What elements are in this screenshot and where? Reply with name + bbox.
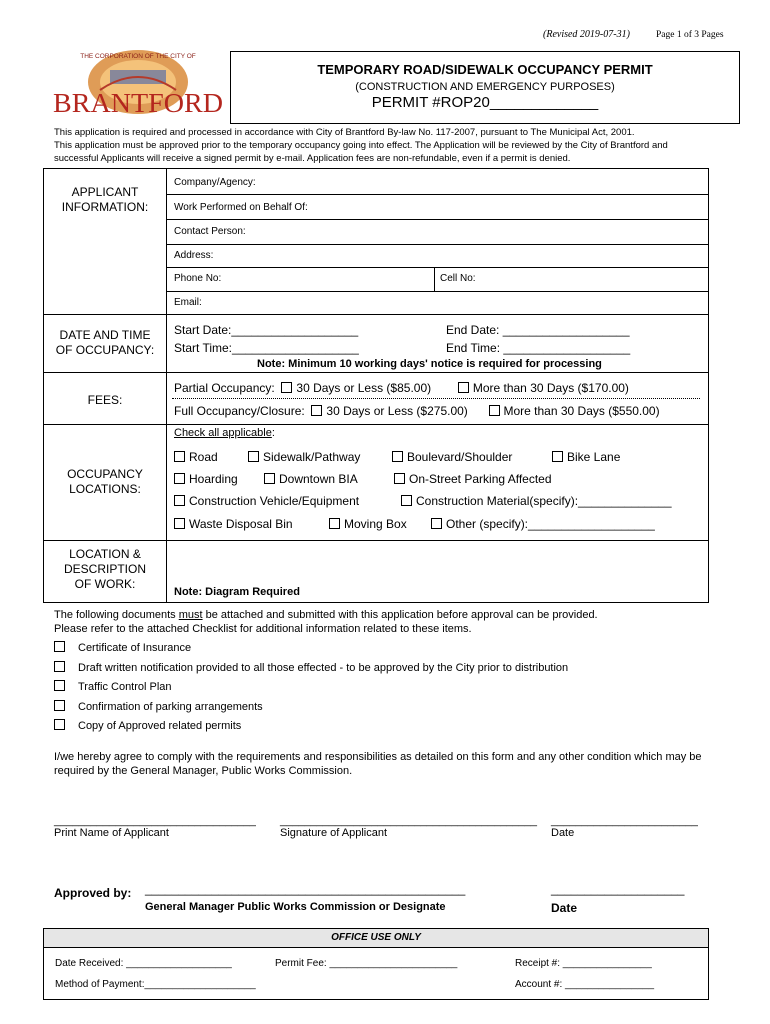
form-subtitle: (CONSTRUCTION AND EMERGENCY PURPOSES) [355, 81, 615, 93]
full-30-checkbox[interactable] [311, 405, 322, 416]
boulevard-checkbox[interactable] [392, 451, 403, 462]
company-field[interactable]: Company/Agency: [174, 177, 256, 188]
partial-30-checkbox[interactable] [281, 382, 292, 393]
full-more-label: More than 30 Days ($550.00) [503, 404, 660, 418]
list-item: Confirmation of parking arrangements [54, 700, 568, 720]
page-number: Page 1 of 3 Pages [656, 30, 724, 40]
address-field[interactable]: Address: [174, 250, 214, 261]
intro-paragraph [54, 126, 668, 165]
logo-city-name: BRANTFORD [53, 88, 223, 118]
start-time-field[interactable]: Start Time:___________________ [174, 341, 359, 355]
document-checkbox[interactable] [54, 719, 65, 730]
full-occupancy-row [174, 404, 660, 418]
intro-line-2: This application must be approved prior to the temporary occupancy going into effect. The Application will be reviewed by the City of Brantford and [54, 140, 668, 151]
city-logo [52, 44, 227, 120]
intro-line-3: successful Applicants will receive a signed permit by e-mail. Application fees are non-refundable, even if a permit is denied. [54, 153, 571, 164]
receipt-field[interactable]: Receipt #: ________________ [515, 958, 652, 969]
approved-by-line[interactable]: ________________________________________________ [145, 882, 466, 896]
list-item: Certificate of Insurance [54, 641, 568, 661]
account-field[interactable]: Account #: ________________ [515, 979, 655, 990]
contact-person-field[interactable]: Contact Person: [174, 226, 246, 237]
hoarding-option[interactable]: Hoarding [174, 472, 238, 486]
end-date-field[interactable]: End Date: ___________________ [446, 323, 630, 337]
other-option[interactable]: Other (specify):___________________ [431, 517, 655, 531]
cell-field[interactable]: Cell No: [440, 273, 476, 284]
document-checkbox[interactable] [54, 680, 65, 691]
list-item: Traffic Control Plan [54, 680, 568, 700]
logo-arc-text: THE CORPORATION OF THE CITY OF [80, 53, 196, 60]
notice-note: Note: Minimum 10 working days' notice is required for processing [257, 358, 602, 370]
phone-field[interactable]: Phone No: [174, 273, 222, 284]
form-title: TEMPORARY ROAD/SIDEWALK OCCUPANCY PERMIT [317, 62, 653, 77]
location-description-field[interactable] [167, 541, 707, 587]
print-name-line[interactable]: _________________________________ [54, 815, 256, 827]
check-all-instruction: Check all applicable: [174, 427, 275, 439]
downtown-bia-option[interactable]: Downtown BIA [264, 472, 358, 486]
date-section-label: DATE AND TIME OF OCCUPANCY: [55, 328, 155, 357]
date-label: Date [551, 827, 575, 839]
location-desc-label: LOCATION & DESCRIPTION OF WORK: [63, 547, 146, 591]
permit-number: PERMIT #ROP20_____________ [371, 94, 599, 111]
construction-vehicle-checkbox[interactable] [174, 495, 185, 506]
document-checkbox[interactable] [54, 641, 65, 652]
date-received-field[interactable]: Date Received: ___________________ [55, 958, 232, 969]
start-date-field[interactable]: Start Date:___________________ [174, 323, 359, 337]
other-checkbox[interactable] [431, 518, 442, 529]
road-option[interactable]: Road [174, 450, 218, 464]
moving-box-option[interactable]: Moving Box [329, 517, 407, 531]
construction-material-option[interactable]: Construction Material(specify):______________ [401, 494, 672, 508]
documents-intro: The following documents must be attached and submitted with this application before approval can be provided. Please refer to the attached Checklist for additional information related to these items. [54, 609, 598, 635]
documents-list [54, 641, 568, 739]
intro-line-1: This application is required and processed in accordance with City of Brantford By-law No. 117-2007, pursuant to The Municipal Act, 2001. [54, 127, 635, 138]
revision-date: (Revised 2019-07-31) [543, 29, 630, 40]
email-field[interactable]: Email: [174, 297, 202, 308]
signature-line[interactable]: __________________________________________ [280, 815, 537, 827]
partial-more-checkbox[interactable] [458, 382, 469, 393]
method-of-payment-field[interactable]: Method of Payment:____________________ [55, 979, 256, 990]
title-box [230, 51, 740, 124]
sidewalk-checkbox[interactable] [248, 451, 259, 462]
work-behalf-field[interactable]: Work Performed on Behalf Of: [174, 202, 308, 213]
onstreet-parking-checkbox[interactable] [394, 473, 405, 484]
construction-vehicle-option[interactable]: Construction Vehicle/Equipment [174, 494, 359, 508]
document-checkbox[interactable] [54, 661, 65, 672]
boulevard-option[interactable]: Boulevard/Shoulder [392, 450, 512, 464]
applicant-section-label: APPLICANT INFORMATION: [61, 185, 149, 214]
print-name-label: Print Name of Applicant [54, 827, 169, 839]
agreement-text: I/we hereby agree to comply with the requirements and responsibilities as detailed on this form and any other condition which may be required by the General Manager, Public Works Commission. [54, 751, 702, 777]
list-item: Draft written notification provided to all those effected - to be approved by the City prior to distribution [54, 661, 568, 681]
waste-bin-option[interactable]: Waste Disposal Bin [174, 517, 293, 531]
bike-lane-option[interactable]: Bike Lane [552, 450, 620, 464]
partial-occupancy-label: Partial Occupancy: [174, 381, 275, 395]
approved-by-label: Approved by: [54, 886, 132, 900]
fees-section-label: FEES: [87, 393, 123, 407]
locations-section-label: OCCUPANCY LOCATIONS: [67, 467, 143, 496]
office-use-title: OFFICE USE ONLY [331, 932, 421, 943]
full-occupancy-label: Full Occupancy/Closure: [174, 404, 305, 418]
partial-occupancy-row [174, 381, 629, 395]
approver-designate-label: General Manager Public Works Commission or Designate [145, 901, 446, 913]
bike-lane-checkbox[interactable] [552, 451, 563, 462]
road-checkbox[interactable] [174, 451, 185, 462]
sidewalk-option[interactable]: Sidewalk/Pathway [248, 450, 360, 464]
construction-material-checkbox[interactable] [401, 495, 412, 506]
hoarding-checkbox[interactable] [174, 473, 185, 484]
full-more-checkbox[interactable] [489, 405, 500, 416]
office-use-box [43, 928, 709, 1000]
diagram-required-note: Note: Diagram Required [174, 586, 300, 598]
application-table [43, 168, 709, 603]
full-30-label: 30 Days or Less ($275.00) [326, 404, 468, 418]
permit-fee-field[interactable]: Permit Fee: _______________________ [275, 958, 458, 969]
document-checkbox[interactable] [54, 700, 65, 711]
end-time-field[interactable]: End Time: ___________________ [446, 341, 631, 355]
partial-30-label: 30 Days or Less ($85.00) [296, 381, 432, 395]
approval-date-line[interactable]: ____________________ [551, 882, 685, 896]
partial-more-label: More than 30 Days ($170.00) [472, 381, 629, 395]
list-item: Copy of Approved related permits [54, 719, 568, 739]
approval-date-label: Date [551, 901, 578, 915]
downtown-bia-checkbox[interactable] [264, 473, 275, 484]
date-line[interactable]: ________________________ [551, 815, 698, 827]
onstreet-parking-option[interactable]: On-Street Parking Affected [394, 472, 552, 486]
moving-box-checkbox[interactable] [329, 518, 340, 529]
waste-bin-checkbox[interactable] [174, 518, 185, 529]
signature-label: Signature of Applicant [280, 827, 388, 839]
